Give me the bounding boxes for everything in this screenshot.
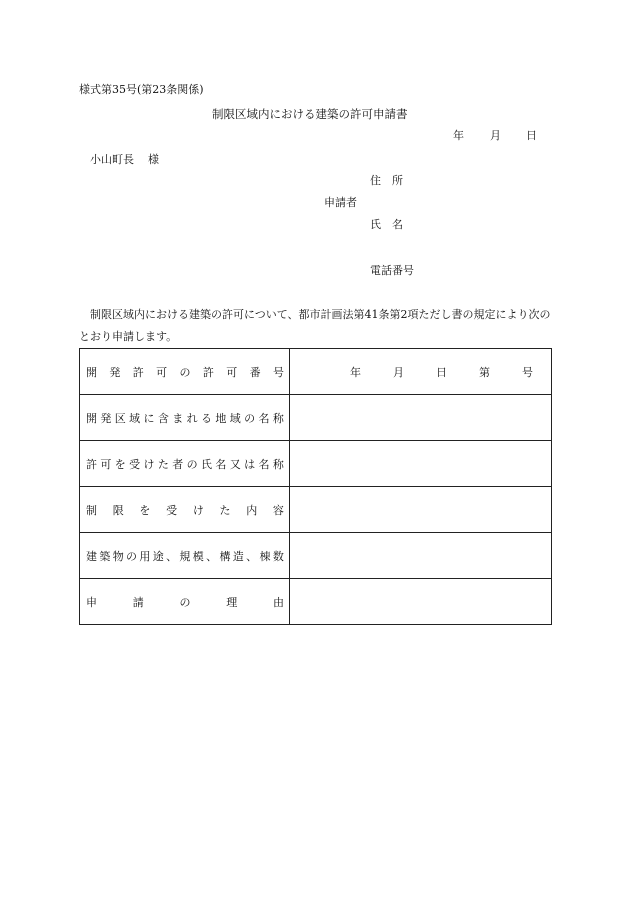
label-char: 含 <box>157 411 169 425</box>
permit-holder-label-cell <box>80 441 290 487</box>
addressee-honorific: 様 <box>148 153 159 166</box>
label-char: 番 <box>249 365 261 379</box>
label-char: れ <box>186 411 198 425</box>
label-char: 模 <box>192 549 204 563</box>
application-reason-value-cell[interactable] <box>290 579 552 625</box>
applicant-label: 申請者 <box>324 196 357 209</box>
label-char: 名 <box>258 411 270 425</box>
table-row-application-reason <box>80 579 552 625</box>
label-char: 又 <box>229 457 241 471</box>
label-char: 理 <box>226 595 238 609</box>
label-char: 地 <box>215 411 227 425</box>
area-name-label <box>86 410 284 426</box>
label-char: 内 <box>246 503 258 517</box>
label-char: 域 <box>129 411 141 425</box>
permit-holder-value-cell[interactable] <box>290 441 552 487</box>
label-char: 可 <box>156 365 168 379</box>
label-char: 、 <box>246 549 258 563</box>
label-char: 許 <box>132 365 144 379</box>
label-char: た <box>219 503 231 517</box>
label-char: 称 <box>272 457 284 471</box>
label-char: 請 <box>132 595 144 609</box>
label-char: 数 <box>272 549 284 563</box>
label-char: け <box>143 457 155 471</box>
restriction-content-label <box>86 502 284 518</box>
label-char: 容 <box>272 503 284 517</box>
label-char: 由 <box>273 595 284 609</box>
label-char: 開 <box>86 365 97 379</box>
label-char: 許 <box>202 365 214 379</box>
label-char: 規 <box>179 549 191 563</box>
label-char: 開 <box>86 411 97 425</box>
label-char: 発 <box>109 365 121 379</box>
addressee <box>90 151 159 167</box>
address-label: 住 所 <box>370 174 403 187</box>
table-row-area-name <box>80 395 552 441</box>
label-char: を <box>139 503 151 517</box>
addressee-name: 小山町長 <box>90 153 134 166</box>
label-char: 名 <box>215 457 227 471</box>
label-char: 受 <box>129 457 141 471</box>
label-char: 用 <box>139 549 151 563</box>
label-char: る <box>201 411 212 425</box>
label-char: に <box>143 411 155 425</box>
form-number: 様式第35号(第23条関係) <box>79 83 204 96</box>
permit-holder-label <box>86 456 284 472</box>
label-char: け <box>192 503 204 517</box>
label-char: 造 <box>232 549 244 563</box>
label-char: 、 <box>206 549 218 563</box>
permit-date-part: 月 <box>393 365 404 379</box>
application-reason-label-cell <box>80 579 290 625</box>
label-char: 氏 <box>201 457 212 471</box>
permit-number-label-cell <box>80 349 290 395</box>
label-char: 可 <box>100 457 112 471</box>
label-char: 発 <box>100 411 112 425</box>
label-char: 受 <box>166 503 178 517</box>
body-paragraph: 制限区域内における建築の許可について、都市計画法第41条第2項ただし書の規定により次のとおり申請します。 <box>79 308 551 343</box>
label-char: 物 <box>112 549 124 563</box>
label-char: 域 <box>229 411 241 425</box>
label-char: 名 <box>258 457 270 471</box>
label-char: 棟 <box>259 549 271 563</box>
label-char: の <box>186 457 198 471</box>
permit-date-part: 第 <box>479 365 490 379</box>
label-char: 、 <box>166 549 178 563</box>
label-char: 制 <box>86 503 97 517</box>
table-row-permit-number <box>80 349 552 395</box>
label-char: 可 <box>226 365 238 379</box>
label-char: の <box>126 549 138 563</box>
label-char: た <box>157 457 169 471</box>
label-char: 築 <box>99 549 111 563</box>
label-char: 称 <box>272 411 284 425</box>
table-row-restriction-content <box>80 487 552 533</box>
name-label: 氏 名 <box>370 218 403 231</box>
label-char: ま <box>172 411 184 425</box>
label-char: 許 <box>86 457 97 471</box>
label-char: 号 <box>273 365 284 379</box>
label-char: を <box>114 457 126 471</box>
permit-number-label <box>86 364 284 380</box>
permit-number-value-cell[interactable] <box>290 349 552 395</box>
label-char: 建 <box>86 549 97 563</box>
label-char: 途 <box>152 549 164 563</box>
label-char: 限 <box>112 503 124 517</box>
label-char: 申 <box>86 595 97 609</box>
label-char: 者 <box>172 457 184 471</box>
permit-date-number <box>290 364 551 380</box>
application-reason-label <box>86 594 284 610</box>
label-char: の <box>179 365 191 379</box>
permit-date-part: 年 <box>350 365 361 379</box>
table-row-building-details <box>80 533 552 579</box>
restriction-content-label-cell <box>80 487 290 533</box>
table-row-permit-holder <box>80 441 552 487</box>
document-title: 制限区域内における建築の許可申請書 <box>212 107 408 121</box>
permit-date-part: 日 <box>436 365 447 379</box>
date-year-label: 年 <box>453 129 464 142</box>
label-char: 構 <box>219 549 231 563</box>
label-char: の <box>244 411 256 425</box>
label-char: の <box>179 595 191 609</box>
label-char: は <box>244 457 256 471</box>
restriction-content-value-cell[interactable] <box>290 487 552 533</box>
area-name-label-cell <box>80 395 290 441</box>
permit-date-part: 号 <box>522 365 533 379</box>
building-details-label <box>86 548 284 564</box>
phone-label: 電話番号 <box>370 264 414 277</box>
date-line <box>453 127 537 143</box>
area-name-value-cell[interactable] <box>290 395 552 441</box>
date-month-label: 月 <box>490 129 501 142</box>
application-table <box>79 348 552 625</box>
date-day-label: 日 <box>526 129 537 142</box>
building-details-label-cell <box>80 533 290 579</box>
label-char: 区 <box>114 411 126 425</box>
building-details-value-cell[interactable] <box>290 533 552 579</box>
